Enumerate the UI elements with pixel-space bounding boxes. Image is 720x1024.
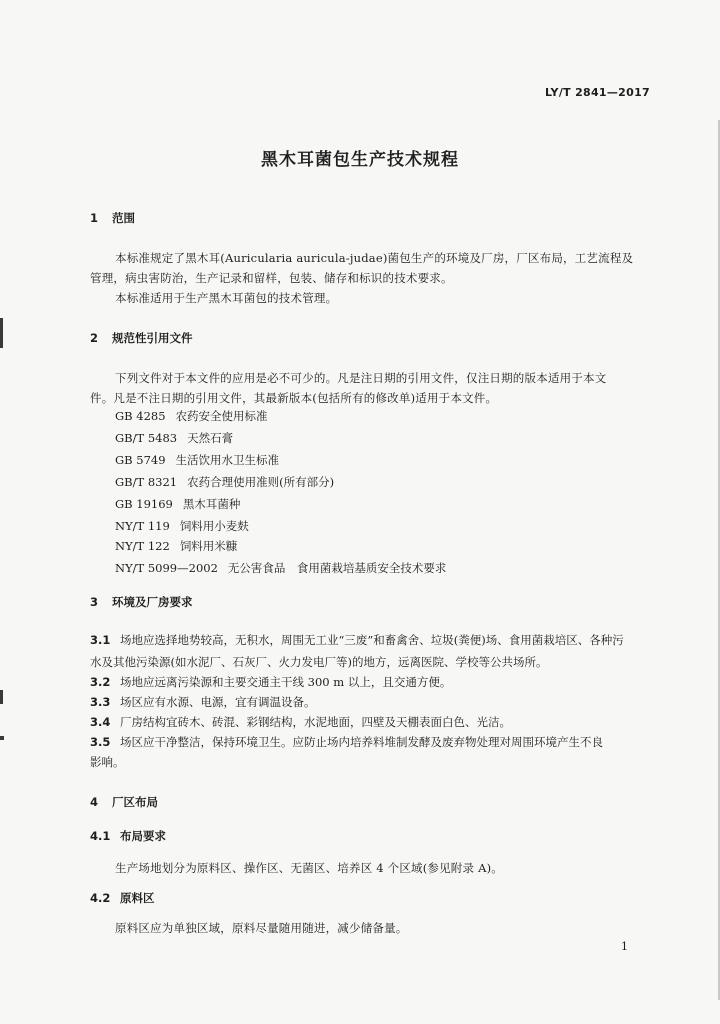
paragraph-line: 管理，病虫害防治，生产记录和留样，包装、储存和标识的技术要求。 (90, 271, 453, 285)
paragraph-line: 本标准适用于生产黑木耳菌包的技术管理。 (115, 291, 338, 305)
subsection-title: 原料区 (120, 891, 155, 905)
reference-item (115, 518, 249, 534)
reference-item (115, 430, 233, 446)
reference-code: NY/T 5099—2002 (115, 561, 218, 575)
reference-code: GB/T 5483 (115, 431, 178, 445)
reference-title: 天然石膏 (187, 431, 234, 445)
clause-3-1 (90, 632, 624, 648)
clause-3-2 (90, 674, 451, 690)
reference-code: GB 5749 (115, 453, 166, 467)
reference-item (115, 452, 279, 468)
reference-item (115, 538, 237, 554)
reference-item (115, 408, 268, 424)
section-3-heading (90, 594, 193, 610)
clause-text: 场区应干净整洁，保持环境卫生。应防止场内培养料堆制发酵及废弃物处理对周围环境产生不良 (120, 735, 603, 749)
section-number: 3 (90, 595, 99, 609)
section-number: 4 (90, 795, 99, 809)
clause-number: 3.2 (90, 675, 111, 689)
reference-code: NY/T 119 (115, 519, 170, 533)
section-4-heading (90, 794, 158, 810)
reference-code: GB/T 8321 (115, 475, 178, 489)
document-title: 黑木耳菌包生产技术规程 (261, 150, 459, 170)
clause-3-4 (90, 714, 511, 730)
reference-title: 农药安全使用标准 (175, 409, 268, 423)
reference-item (115, 560, 446, 576)
clause-3-5 (90, 734, 603, 750)
clause-number: 3.5 (90, 735, 111, 749)
paragraph-line: 本标准规定了黑木耳(Auricularia auricula-judae)菌包生产的环境及厂房，厂区布局，工艺流程及 (115, 251, 634, 265)
reference-code: NY/T 122 (115, 539, 170, 553)
section-title: 环境及厂房要求 (112, 595, 193, 609)
clause-number: 3.4 (90, 715, 111, 729)
scan-edge-mark (0, 690, 3, 704)
section-title: 厂区布局 (112, 795, 158, 809)
subsection-4-2-heading (90, 890, 155, 906)
scan-edge-mark (0, 736, 4, 740)
section-title: 范围 (112, 211, 135, 225)
clause-text: 场区应有水源、电源，宜有调温设备。 (120, 695, 316, 709)
clause-continuation: 影响。 (90, 755, 125, 769)
subsection-4-1-heading (90, 828, 166, 844)
reference-title: 无公害食品 食用菌栽培基质安全技术要求 (227, 561, 447, 575)
subsection-title: 布局要求 (120, 829, 166, 843)
reference-code: GB 4285 (115, 409, 166, 423)
standard-code: LY/T 2841—2017 (544, 86, 650, 99)
section-title: 规范性引用文件 (112, 331, 193, 345)
clause-text: 场地应选择地势较高，无积水，周围无工业“三废”和畜禽舍、垃圾(粪便)场、食用菌栽培区、各种污 (120, 633, 624, 647)
page-number: 1 (621, 940, 628, 953)
clause-continuation: 水及其他污染源(如水泥厂、石灰厂、火力发电厂等)的地方，远离医院、学校等公共场所。 (90, 655, 548, 669)
subsection-number: 4.1 (90, 829, 111, 843)
section-number: 1 (90, 211, 99, 225)
section-2-heading (90, 330, 193, 346)
reference-title: 饲料用米糠 (179, 539, 238, 553)
paragraph-line: 原料区应为单独区域，原料尽量随用随进，减少储备量。 (115, 921, 408, 935)
section-number: 2 (90, 331, 99, 345)
subsection-number: 4.2 (90, 891, 111, 905)
paragraph-line: 生产场地划分为原料区、操作区、无菌区、培养区 4 个区域(参见附录 A)。 (115, 861, 503, 875)
reference-code: GB 19169 (115, 497, 173, 511)
paragraph-line: 下列文件对于本文件的应用是必不可少的。凡是注日期的引用文件，仅注日期的版本适用于本文 (115, 371, 607, 385)
reference-title: 农药合理使用准则(所有部分) (187, 475, 335, 489)
section-1-heading (90, 210, 135, 226)
clause-3-3 (90, 694, 316, 710)
clause-text: 场地应远离污染源和主要交通主干线 300 m 以上，且交通方便。 (120, 675, 452, 689)
clause-text: 厂房结构宜砖木、砖混、彩钢结构，水泥地面，四壁及天棚表面白色、光洁。 (120, 715, 511, 729)
reference-title: 生活饮用水卫生标准 (175, 453, 280, 467)
paragraph-line: 件。凡是不注日期的引用文件，其最新版本(包括所有的修改单)适用于本文件。 (90, 391, 498, 405)
reference-title: 饲料用小麦麸 (179, 519, 249, 533)
clause-number: 3.3 (90, 695, 111, 709)
reference-title: 黑木耳菌种 (182, 497, 241, 511)
reference-item (115, 474, 334, 490)
scan-edge-mark (0, 318, 3, 348)
reference-item (115, 496, 240, 512)
clause-number: 3.1 (90, 633, 111, 647)
